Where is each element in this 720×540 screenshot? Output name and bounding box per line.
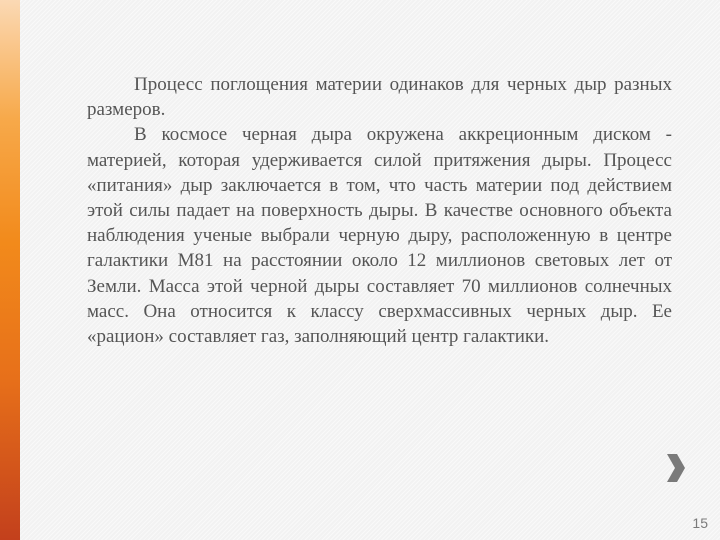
paragraph-main: В космосе черная дыра окружена аккреционным диском - материей, которая удерживается силой притяжения дыры. Процесс «питания» дыр заключается в том, что часть материи под действием этой силы падает на поверхность дыры. В качестве основного объекта наблюдения ученые выбрали черную дыру, расположенную в центре галактики М81 на расстоянии около 12 миллионов световых лет от Земли. Масса этой черной дыры составляет 70 миллионов солнечных масс. Она относится к классу сверхмассивных черных дыр. Ее «рацион» составляет газ, заполняющий центр галактики.	[87, 124, 672, 348]
next-slide-chevron-icon[interactable]	[660, 448, 688, 488]
slide-body	[87, 72, 672, 349]
page-number: 15	[692, 515, 708, 531]
paragraph-intro: Процесс поглощения материи одинаков для черных дыр разных размеров.	[87, 74, 672, 121]
accent-side-band	[0, 0, 20, 540]
chevron-right-icon	[660, 448, 688, 488]
